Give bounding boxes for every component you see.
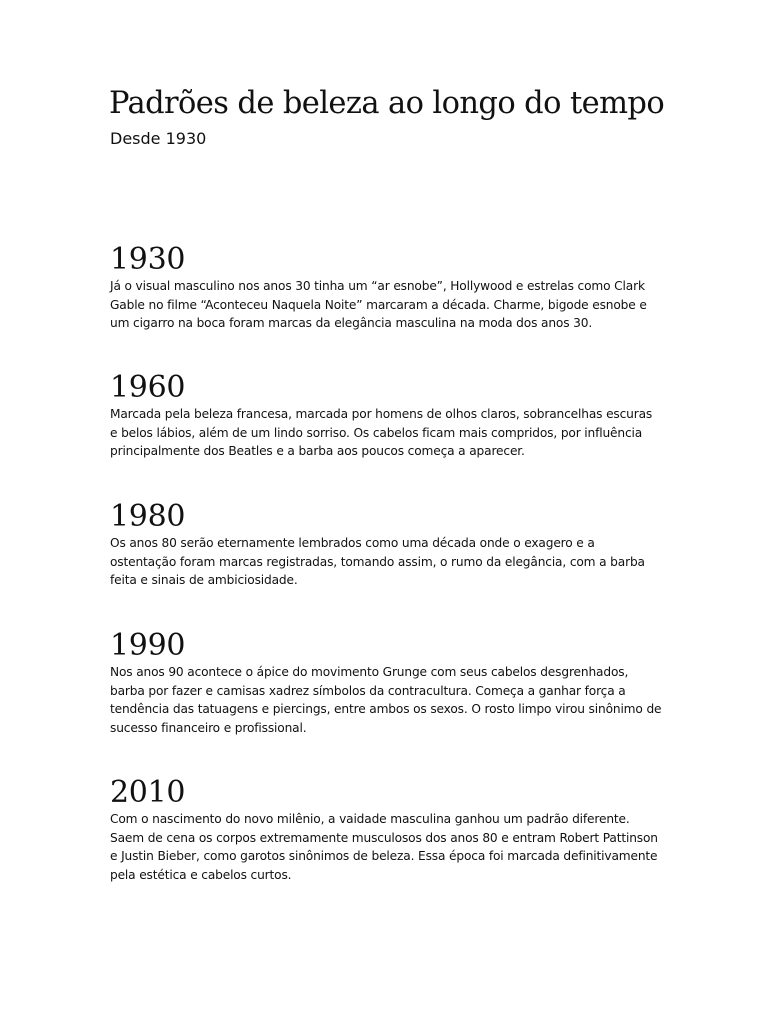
- section-text: Os anos 80 serão eternamente lembrados como uma década onde o exagero e a ostentação foram marcas registradas, tomando assim, o rumo da elegância, com a barba feita e sinais de ambiciosidade.: [110, 536, 645, 587]
- section-year: 1990: [110, 628, 186, 663]
- section-2010: [110, 776, 662, 884]
- section-year: 1980: [110, 499, 186, 534]
- section-1980: [110, 500, 662, 590]
- section-year: 1960: [110, 370, 186, 405]
- section-text: Nos anos 90 acontece o ápice do movimento Grunge com seus cabelos desgrenhados, barba por fazer e camisas xadrez símbolos da contracultura. Começa a ganhar força a tendência das tatuagens e piercings, entre ambos os sexos. O rosto limpo virou sinônimo de sucesso financeiro e profissional.: [110, 665, 662, 735]
- section-1960: [110, 371, 662, 461]
- section-year: 1930: [110, 242, 186, 277]
- section-text: Já o visual masculino nos anos 30 tinha um “ar esnobe”, Hollywood e estrelas como Clark Gable no filme “Aconteceu Naquela Noite” marcaram a década. Charme, bigode esnobe e um cigarro na boca foram marcas da elegância masculina na moda dos anos 30.: [110, 279, 647, 330]
- section-year: 2010: [110, 775, 186, 810]
- document-title: Padrões de beleza ao longo do tempo: [109, 86, 665, 121]
- document-subtitle: Desde 1930: [110, 129, 207, 148]
- section-1930: [110, 243, 662, 333]
- section-text: Com o nascimento do novo milênio, a vaidade masculina ganhou um padrão diferente. Saem de cena os corpos extremamente musculosos dos anos 80 e entram Robert Pattinson e Justin Bieber, como garotos sinônimos de beleza. Essa época foi marcada definitivamente pela estética e cabelos curtos.: [110, 812, 658, 882]
- section-1990: [110, 629, 662, 737]
- section-text: Marcada pela beleza francesa, marcada por homens de olhos claros, sobrancelhas escuras e belos lábios, além de um lindo sorriso. Os cabelos ficam mais compridos, por influência principalmente dos Beatles e a barba aos poucos começa a aparecer.: [110, 407, 653, 458]
